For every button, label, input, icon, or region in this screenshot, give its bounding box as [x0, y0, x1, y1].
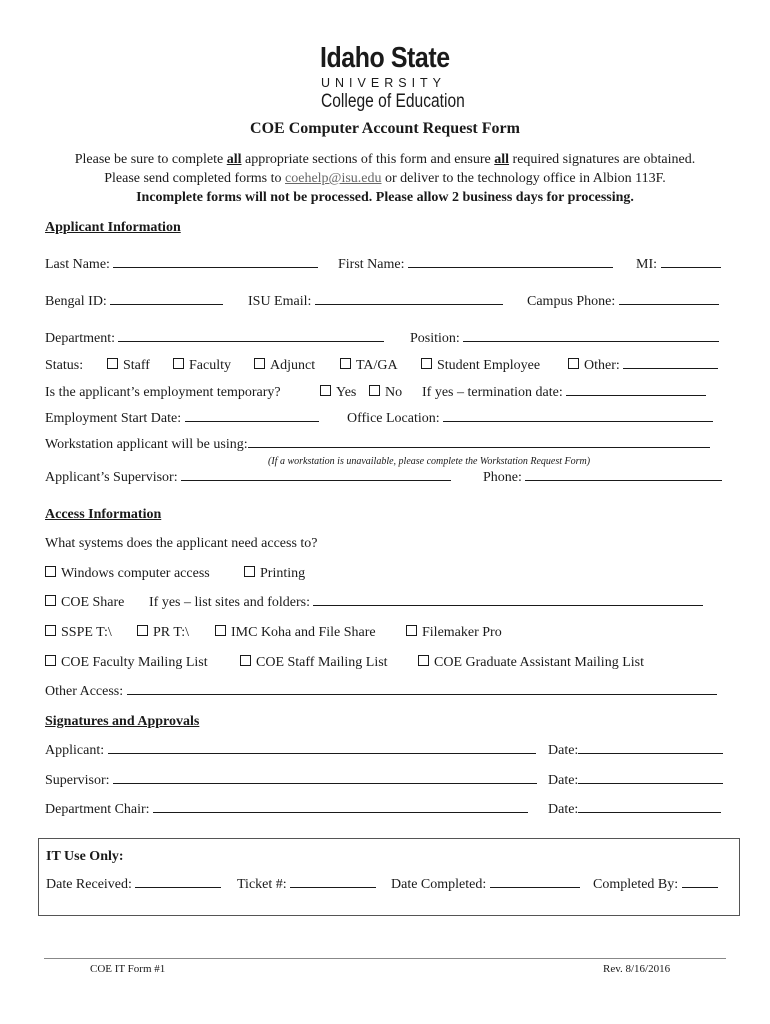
faculty-list-checkbox[interactable]: COE Faculty Mailing List — [45, 655, 208, 671]
supervisor-phone-field[interactable]: Phone: — [483, 470, 722, 486]
sspe-checkbox[interactable]: SSPE T:\ — [45, 625, 112, 641]
printing-checkbox[interactable]: Printing — [244, 566, 305, 582]
checkbox-icon — [340, 358, 351, 369]
intro-line2: Please send completed forms to coehelp@isu.edu or deliver to the technology office in Albion 113F. — [104, 171, 666, 186]
checkbox-icon — [215, 625, 226, 636]
checkbox-icon — [137, 625, 148, 636]
checkbox-icon — [45, 655, 56, 666]
it-use-heading: IT Use Only: — [46, 849, 124, 864]
last-name-field[interactable]: Last Name: — [45, 257, 318, 273]
date-received-field[interactable]: Date Received: — [46, 877, 221, 893]
status-taga-checkbox[interactable]: TA/GA — [340, 358, 398, 374]
checkbox-icon — [254, 358, 265, 369]
workstation-note: (If a workstation is unavailable, please complete the Workstation Request Form) — [268, 456, 591, 467]
temporary-question: Is the applicant’s employment temporary? — [45, 385, 281, 400]
windows-checkbox[interactable]: Windows computer access — [45, 566, 210, 582]
intro-line3: Incomplete forms will not be processed. Please allow 2 business days for processing. — [136, 190, 634, 205]
position-field[interactable]: Position: — [410, 331, 719, 347]
checkbox-icon — [369, 385, 380, 396]
applicant-signature-field[interactable]: Applicant: — [45, 743, 536, 759]
checkbox-icon — [406, 625, 417, 636]
checkbox-icon — [418, 655, 429, 666]
ticket-field[interactable]: Ticket #: — [237, 877, 376, 893]
checkbox-icon — [45, 566, 56, 577]
applicant-date-field[interactable]: Date: — [548, 743, 723, 759]
checkbox-icon — [244, 566, 255, 577]
start-date-field[interactable]: Employment Start Date: — [45, 411, 319, 427]
email-link[interactable]: coehelp@isu.edu — [285, 171, 382, 186]
checkbox-icon — [173, 358, 184, 369]
checkbox-icon — [320, 385, 331, 396]
termination-date-field[interactable]: If yes – termination date: — [422, 385, 706, 401]
intro-line1: Please be sure to complete all appropriate sections of this form and ensure all required signatures are obtained. — [74, 152, 696, 167]
status-student-checkbox[interactable]: Student Employee — [421, 358, 540, 374]
bengal-id-field[interactable]: Bengal ID: — [45, 294, 223, 310]
chair-signature-field[interactable]: Department Chair: — [45, 802, 528, 818]
other-access-field[interactable]: Other Access: — [45, 684, 717, 700]
staff-list-checkbox[interactable]: COE Staff Mailing List — [240, 655, 388, 671]
status-other-checkbox[interactable]: Other: — [568, 358, 718, 374]
workstation-field[interactable]: Workstation applicant will be using: — [45, 437, 710, 453]
footer-right: Rev. 8/16/2016 — [603, 963, 671, 975]
applicant-heading: Applicant Information — [45, 220, 181, 235]
first-name-field[interactable]: First Name: — [338, 257, 613, 273]
logo-line2: UNIVERSITY — [321, 76, 447, 90]
mi-field[interactable]: MI: — [636, 257, 721, 273]
filemaker-checkbox[interactable]: Filemaker Pro — [406, 625, 502, 641]
signatures-heading: Signatures and Approvals — [45, 714, 200, 729]
logo-line1: Idaho State — [320, 42, 450, 74]
status-adjunct-checkbox[interactable]: Adjunct — [254, 358, 315, 374]
checkbox-icon — [45, 595, 56, 606]
form-title: COE Computer Account Request Form — [250, 120, 520, 137]
temporary-no-checkbox[interactable]: No — [369, 385, 402, 401]
access-heading: Access Information — [45, 507, 162, 522]
supervisor-signature-field[interactable]: Supervisor: — [45, 773, 537, 789]
chair-date-field[interactable]: Date: — [548, 802, 721, 818]
status-staff-checkbox[interactable]: Staff — [107, 358, 150, 374]
checkbox-icon — [421, 358, 432, 369]
isu-email-field[interactable]: ISU Email: — [248, 294, 503, 310]
ga-list-checkbox[interactable]: COE Graduate Assistant Mailing List — [418, 655, 644, 671]
coe-share-checkbox[interactable]: COE Share — [45, 595, 124, 611]
access-question: What systems does the applicant need access to? — [45, 536, 318, 551]
status-label: Status: — [45, 358, 84, 373]
logo-line3: College of Education — [321, 91, 465, 112]
office-location-field[interactable]: Office Location: — [347, 411, 713, 427]
imc-checkbox[interactable]: IMC Koha and File Share — [215, 625, 376, 641]
checkbox-icon — [45, 625, 56, 636]
checkbox-icon — [240, 655, 251, 666]
checkbox-icon — [568, 358, 579, 369]
date-completed-field[interactable]: Date Completed: — [391, 877, 580, 893]
pr-checkbox[interactable]: PR T:\ — [137, 625, 189, 641]
completed-by-field[interactable]: Completed By: — [593, 877, 718, 893]
footer-left: COE IT Form #1 — [90, 963, 166, 975]
status-faculty-checkbox[interactable]: Faculty — [173, 358, 231, 374]
supervisor-field[interactable]: Applicant’s Supervisor: — [45, 470, 451, 486]
temporary-yes-checkbox[interactable]: Yes — [320, 385, 356, 401]
footer-divider — [44, 958, 726, 959]
department-field[interactable]: Department: — [45, 331, 384, 347]
checkbox-icon — [107, 358, 118, 369]
sites-folders-field[interactable]: If yes – list sites and folders: — [149, 595, 703, 611]
supervisor-date-field[interactable]: Date: — [548, 773, 723, 789]
campus-phone-field[interactable]: Campus Phone: — [527, 294, 719, 310]
